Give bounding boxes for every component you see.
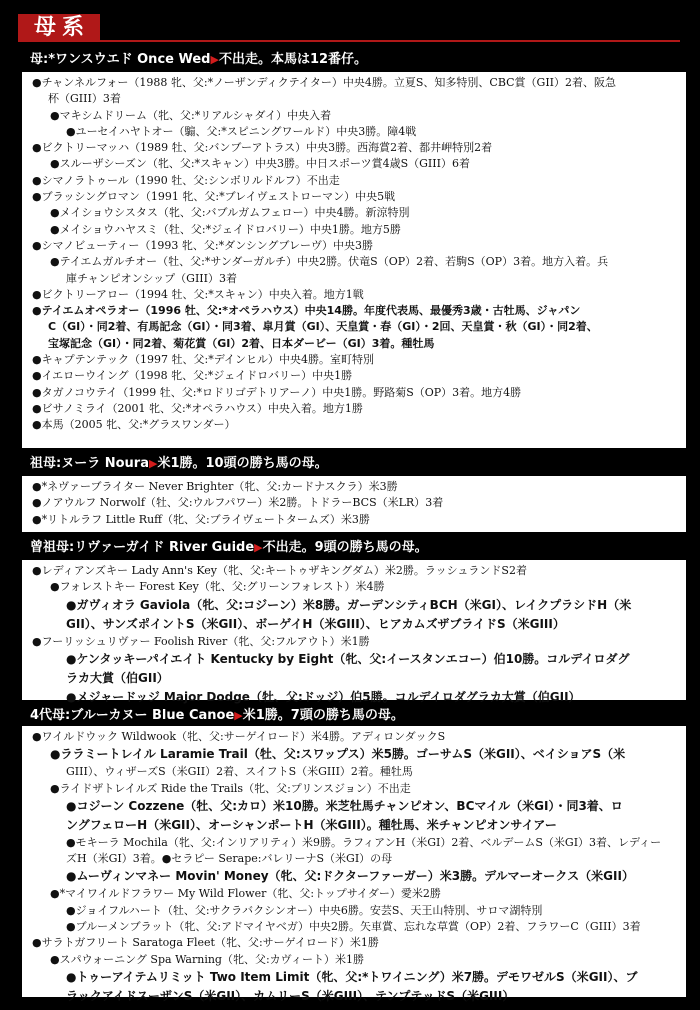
section-heading-name: 母:*ワンスウエド Once Wed xyxy=(30,52,211,67)
pedigree-line: ●ケンタッキーパイエイト Kentucky by Eight（牝、父:イースタンエコー）伯10勝。コルデイロダグ xyxy=(66,651,630,666)
pedigree-line: C（GI）・同2着、有馬記念（GI）・同3着、皐月賞（GI）、天皇賞・春（GI）・2回、天皇賞・秋（GI）・同2着、 xyxy=(48,320,598,334)
pedigree-line: ●シマノラトゥール（1990 牡、父:シンボリルドルフ）不出走 xyxy=(32,173,340,187)
section-heading-note: 米1勝。7頭の勝ち馬の母。 xyxy=(242,708,404,723)
pedigree-line: ●タガノコウテイ（1999 牡、父:*ロドリゴデトリアーノ）中央1勝。野路菊S（OP）3着。地方4勝 xyxy=(32,385,522,399)
pedigree-line: ●ユーセイハヤトオー（騸、父:*スピニングワールド）中央3勝。障4戦 xyxy=(66,124,417,138)
pedigree-line: ●テイエムガルチオー（牡、父:*サンダーガルチ）中央2勝。伏竜S（OP）2着、若駒S（OP）3着。地方入着。兵 xyxy=(50,255,609,269)
pedigree-line: ●ビサノミライ（2001 牝、父:*オペラハウス）中央入着。地方1勝 xyxy=(32,401,363,415)
pedigree-line: ●フォレストキー Forest Key（牝、父:グリーンフォレスト）米4勝 xyxy=(50,580,385,594)
section-heading-name: 4代母:ブルーカヌー Blue Canoe xyxy=(30,708,235,723)
section-heading-note: 不出走。本馬は12番仔。 xyxy=(218,52,368,67)
pedigree-line: ●シマノビューティー（1993 牝、父:*ダンシングブレーヴ）中央3勝 xyxy=(32,238,373,252)
pedigree-line: ズH（米GI）3着。●セラピー Serape:バレリーナS（米GI）の母 xyxy=(66,852,393,866)
pedigree-line: ●コジーン Cozzene（牡、父:カロ）米10勝。米芝牡馬チャンピオン、BCマイル（米GI）・同3着、ロ xyxy=(66,798,623,813)
pedigree-line: ●メイショウシスタス（牝、父:バブルガムフェロー）中央4勝。新涼特別 xyxy=(50,206,410,220)
title-underline xyxy=(100,40,680,42)
pedigree-line: ●レディアンズキー Lady Ann's Key（牝、父:キートゥザキングダム）米2勝。ラッシュランドS2着 xyxy=(32,564,527,577)
triangle-icon: ▶ xyxy=(148,457,158,470)
pedigree-line: ●チャンネルフォー（1988 牝、父:*ノーザンディクテイター）中央4勝。立夏S、知多特別、CBC賞（GII）2着、阪急 xyxy=(32,76,617,89)
pedigree-line: 宝塚記念（GI）・同2着、菊花賞（GI）2着、日本ダービー（GI）3着。種牡馬 xyxy=(48,336,435,350)
title-bar xyxy=(0,0,700,44)
section-heading-note: 不出走。9頭の勝ち馬の母。 xyxy=(262,540,428,555)
pedigree-line: ●サラトガフリート Saratoga Fleet（牝、父:サーゲイロード）米1勝 xyxy=(32,936,379,950)
pedigree-line: ●キャプテンテック（1997 牡、父:*デインヒル）中央4勝。室町特別 xyxy=(32,353,374,367)
pedigree-line: ●ノアウルフ Norwolf（牡、父:ウルフパワー）米2勝。トドラーBCS（米LR）3着 xyxy=(32,496,444,510)
pedigree-panel xyxy=(22,726,686,1003)
pedigree-line: 庫チャンピオンシップ（GIII）3着 xyxy=(66,271,237,285)
pedigree-line: ●*マイワイルドフラワー My Wild Flower（牝、父:トップサイダー）愛米2勝 xyxy=(50,887,441,901)
triangle-icon: ▶ xyxy=(234,709,243,722)
pedigree-line: ●ジョイフルハート（牡、父:サクラバクシンオー）中央6勝。安芸S、天王山特別、サロマ湖特別 xyxy=(66,903,543,917)
pedigree-line: ●イエローウイング（1998 牝、父:*ジェイドロバリー）中央1勝 xyxy=(32,369,353,383)
pedigree-panel xyxy=(22,476,686,532)
pedigree-line: ●*リトルラフ Little Ruff（牝、父:ブライヴェートタームズ）米3勝 xyxy=(32,512,370,526)
section-heading xyxy=(30,456,328,472)
section-heading xyxy=(30,708,404,724)
pedigree-line: ●ライドザトレイルズ Ride the Trails（牝、父:プリンスジョン）不出走 xyxy=(50,781,411,795)
pedigree-panel xyxy=(22,72,686,448)
pedigree-line: ●フーリッシュリヴァー Foolish River（牝、父:フルアウト）米1勝 xyxy=(32,634,370,648)
section-heading xyxy=(30,52,367,68)
pedigree-line: ●*ネヴァーブライター Never Brighter（牝、父:カードナスクラ）米3勝 xyxy=(32,480,398,493)
pedigree-line: ●ワイルドウック Wildwook（牝、父:サーゲイロード）米4勝。アディロンダックS xyxy=(32,730,446,743)
pedigree-line: GIII）、ウィザーズS（米GII）2着、スイフトS（米GIII）2着。種牡馬 xyxy=(66,765,413,779)
pedigree-line: ラカ大賞（伯GII） xyxy=(66,670,169,685)
triangle-icon: ▶ xyxy=(254,541,263,554)
pedigree-line: ●スパウォーニング Spa Warning（牝、父:カヴィート）米1勝 xyxy=(50,952,365,966)
pedigree-line: ●ガヴィオラ Gaviola（牝、父:コジーン）米8勝。ガーデンシティBCH（米GI）、レイクプラシドH（米 xyxy=(66,597,632,612)
pedigree-line: ●メジャードッジ Major Dodge（牡、父:ドッジ）伯5勝。コルデイロダグラカ大賞（伯GII） xyxy=(66,689,581,704)
section-heading-name: 祖母:ヌーラ Noura xyxy=(30,456,149,471)
pedigree-line: ●本馬（2005 牝、父:*グラスワンダー） xyxy=(32,418,236,432)
page-title: 母系 xyxy=(34,15,91,40)
pedigree-line: ラックアイドスーザンS（米GII）、カムリーS（米GIII）、テンプテッドS（米GIII） xyxy=(66,988,515,1003)
pedigree-line: ●ビクトリーアロー（1994 牡、父:*スキャン）中央入着。地方1戦 xyxy=(32,287,364,301)
pedigree-line: ●マキシムドリーム（牝、父:*リアルシャダイ）中央入着 xyxy=(50,108,332,122)
pedigree-line: ●モキーラ Mochila（牝、父:インリアリティ）米9勝。ラフィアンH（米GI）2着、ベルデームS（米GI）3着、レディー xyxy=(66,835,662,849)
pedigree-line: ●ムーヴィンマネー Movin' Money（牝、父:ドクターファーガー）米3勝。デルマーオークス（米GII） xyxy=(66,869,634,884)
pedigree-line: ●メイショウハヤスミ（牡、父:*ジェイドロバリー）中央1勝。地方5勝 xyxy=(50,222,401,236)
section-heading xyxy=(30,540,428,556)
pedigree-line: ●スルーザシーズン（牝、父:*スキャン）中央3勝。中日スポーツ賞4歳S（GIII）6着 xyxy=(50,157,470,171)
pedigree-line: ングフェローH（米GII）、オーシャンポートH（米GIII）。種牡馬、米チャンピオンサイアー xyxy=(66,817,557,832)
pedigree-panel xyxy=(22,560,686,704)
triangle-icon: ▶ xyxy=(210,53,219,66)
pedigree-line: ●テイエムオペラオー（1996 牡、父:*オペラハウス）中央14勝。年度代表馬、最優秀3歳・古牡馬、ジャパン xyxy=(32,304,581,318)
pedigree-line: GII）、サンズポイントS（米GII）、ボーゲイH（米GIII）、ヒアカムズザブライドS（米GIII） xyxy=(66,616,565,631)
pedigree-line: 杯（GIII）3着 xyxy=(48,92,121,106)
pedigree-line: ●ビクトリーマッハ（1989 牡、父:バンブーアトラス）中央3勝。西海賞2着、都井岬特別2着 xyxy=(32,141,493,155)
pedigree-line: ●トゥーアイテムリミット Two Item Limit（牝、父:*トワイニング）米7勝。デモワゼルS（米GII）、ブ xyxy=(66,969,638,984)
pedigree-line: ●ブルーメンブラット（牝、父:アドマイヤベガ）中央2勝。矢車賞、忘れな草賞（OP）2着、フラワーC（GIII）3着 xyxy=(66,920,641,934)
section-heading-note: 米1勝。10頭の勝ち馬の母。 xyxy=(157,456,328,471)
pedigree-line: ●ララミートレイル Laramie Trail（牡、父:スワップス）米5勝。ゴーサムS（米GII）、ベイショアS（米 xyxy=(50,747,626,762)
pedigree-line: ●ブラッシングロマン（1991 牝、父:*ブレイヴェストローマン）中央5戦 xyxy=(32,190,396,204)
section-heading-name: 曾祖母:リヴァーガイド River Guide xyxy=(30,540,255,555)
